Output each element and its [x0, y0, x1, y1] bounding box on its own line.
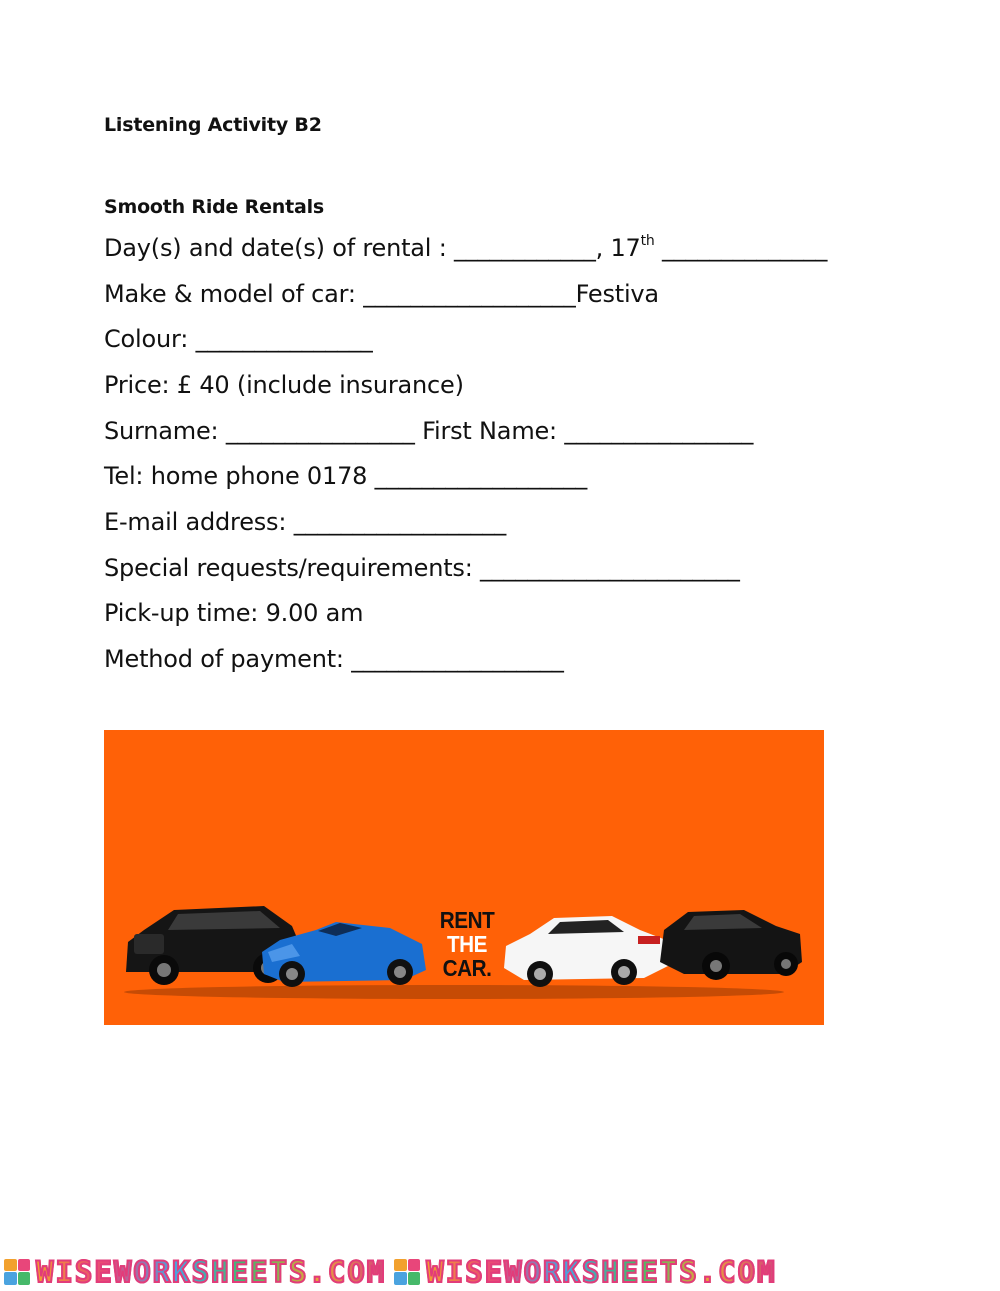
names-line	[104, 417, 753, 445]
footer-brand-2	[394, 1255, 776, 1289]
first-name-label: First Name:	[414, 417, 565, 445]
rental-dates-label: Day(s) and date(s) of rental :	[104, 234, 455, 262]
rent-the-car-logo	[439, 908, 495, 980]
payment-label: Method of payment:	[104, 645, 352, 673]
rent-text-line-3: CAR.	[442, 955, 492, 981]
tel-label: Tel: home phone 0178	[104, 462, 375, 490]
rental-date-separator: , 17	[595, 234, 641, 262]
email-label: E-mail address:	[104, 508, 294, 536]
black-suv-right-icon	[660, 910, 802, 980]
rental-day-blank[interactable]: ____________	[454, 234, 596, 262]
payment-blank[interactable]: __________________	[351, 645, 564, 673]
make-blank[interactable]: __________________	[363, 280, 576, 308]
payment-line	[104, 645, 564, 673]
rent-text-line-1: RENT	[439, 907, 495, 933]
company-name: Smooth Ride Rentals	[104, 196, 325, 218]
footer-brand-1	[4, 1255, 386, 1289]
price-line: Price: £ 40 (include insurance)	[104, 371, 464, 399]
ordinal-suffix: th	[640, 233, 655, 249]
rental-month-blank[interactable]: ______________	[654, 234, 828, 262]
tel-blank[interactable]: __________________	[374, 462, 588, 490]
special-requests-blank[interactable]: ______________________	[480, 554, 740, 582]
pickup-time-line: Pick-up time: 9.00 am	[104, 599, 364, 627]
email-line	[104, 508, 506, 536]
surname-label: Surname:	[104, 417, 226, 445]
surname-blank[interactable]: ________________	[225, 417, 415, 445]
colour-label: Colour:	[104, 325, 196, 353]
tel-line	[104, 462, 587, 490]
footer-watermark	[0, 1252, 1000, 1291]
colour-blank[interactable]: _______________	[195, 325, 373, 353]
special-requests-label: Special requests/requirements:	[104, 554, 481, 582]
rental-dates-line	[104, 234, 827, 262]
make-model-label: Make & model of car:	[104, 280, 364, 308]
first-name-blank[interactable]: ________________	[564, 417, 754, 445]
email-blank[interactable]: __________________	[293, 508, 507, 536]
footer-brand-text-2: WISEWORKSHEETS.COM	[426, 1254, 777, 1289]
wiseworksheets-logo-icon	[394, 1259, 420, 1285]
worksheet-title: Listening Activity B2	[104, 114, 322, 136]
rent-the-car-banner	[104, 730, 824, 1025]
colour-line	[104, 325, 373, 353]
model-value: Festiva	[575, 280, 659, 308]
footer-brand-text-1: WISEWORKSHEETS.COM	[36, 1254, 387, 1289]
make-model-line	[104, 280, 659, 308]
special-requests-line	[104, 554, 740, 582]
rent-text-line-2: THE	[446, 931, 488, 957]
white-sedan-icon	[504, 916, 668, 987]
wiseworksheets-logo-icon	[4, 1259, 30, 1285]
